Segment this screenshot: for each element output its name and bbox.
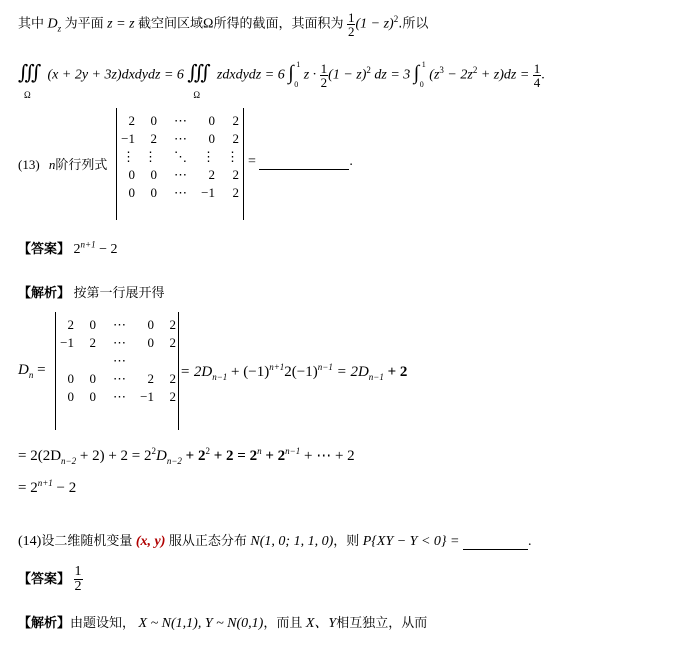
- matrix-cell: 0: [89, 317, 96, 332]
- q13-answer-blank: [259, 155, 349, 170]
- q13-equals: = .: [248, 154, 353, 169]
- matrix-cell: 2: [147, 371, 154, 386]
- line1-D: D: [47, 16, 58, 32]
- matrix-cell: ⋯: [174, 167, 187, 182]
- matrix-row: [121, 166, 239, 184]
- q14-number: (14): [18, 534, 42, 549]
- line1-Dsub: z: [57, 23, 62, 34]
- analysis13-rhs: = $2D_{n-1} + (-1)^{n+1}2(-1)^{n-1} = 2D_{n-1} + 2$: [180, 362, 408, 382]
- integral-c3: dz = 3: [374, 67, 411, 83]
- line1-mid: 为平面: [64, 16, 104, 32]
- matrix-cell: ⋯: [174, 185, 187, 200]
- answer14-fraction: $\frac{1}{2}$: [74, 564, 82, 595]
- matrix-cell: −1: [140, 389, 154, 404]
- matrix-cell: 2: [169, 317, 176, 332]
- q14-text1: 设二维随机变量: [41, 534, 133, 549]
- matrix-cell: ⋮: [122, 149, 135, 164]
- analysis13-text: 按第一行展开得: [73, 286, 165, 301]
- matrix-cell: ⋮: [144, 149, 157, 164]
- matrix-cell: 2: [128, 113, 135, 128]
- matrix-cell: ⋯: [174, 113, 187, 128]
- matrix-cell: 2: [208, 167, 215, 182]
- triple-integral-symbol-2: ∭ Ω: [187, 61, 212, 100]
- analysis14-text2: ，而且: [263, 616, 303, 631]
- answer13-exp: n+1: [80, 239, 96, 250]
- matrix-cell: 0: [89, 389, 96, 404]
- matrix-cell: −1: [60, 335, 74, 350]
- matrix-row: [121, 130, 239, 148]
- integral-c2: (1 − z): [328, 67, 367, 83]
- analysis14: [18, 612, 427, 632]
- q13-label: [18, 154, 107, 173]
- matrix-cell: 0: [147, 335, 154, 350]
- triple-integral-symbol: ∭ Ω: [18, 61, 42, 100]
- matrix-cell: 2: [232, 167, 239, 182]
- line1-expr: (1 − z): [355, 16, 394, 32]
- answer13-label: 【答案】: [18, 242, 71, 257]
- matrix-cell: ⋯: [113, 335, 126, 350]
- analysis14-text1: 由题设知，: [70, 616, 136, 631]
- integral-d3: + z)dz =: [477, 67, 530, 83]
- matrix-cell: ⋱: [174, 149, 187, 164]
- matrix-row: [60, 316, 176, 334]
- matrix-cell: 0: [208, 113, 215, 128]
- matrix-cell: ⋮: [202, 149, 215, 164]
- matrix-row: [121, 184, 239, 202]
- matrix-cell: ⋯: [113, 389, 126, 404]
- matrix-cell: [60, 352, 74, 370]
- matrix-cell: 2: [169, 389, 176, 404]
- matrix-cell: 2: [169, 335, 176, 350]
- matrix-cell: 0: [128, 167, 135, 182]
- matrix-cell: 0: [147, 317, 154, 332]
- integral-sign-2: ∫ 1 0: [413, 59, 426, 89]
- line1-text: 截空间区域: [138, 16, 204, 32]
- q14-dist: N(1, 0; 1, 1, 0): [250, 534, 334, 549]
- analysis14-text3: 相互独立，从而: [336, 616, 428, 631]
- q13-determinant: [116, 108, 244, 220]
- matrix-cell: 2: [169, 371, 176, 386]
- integral-d2: − 2z: [443, 67, 473, 83]
- analysis14-math1: X ~ N(1,1), Y ~ N(0,1): [138, 616, 264, 631]
- matrix-cell: ⋯: [113, 371, 126, 386]
- matrix-cell: 2: [232, 131, 239, 146]
- line1-plane: z = z: [107, 16, 135, 32]
- integral-sign-1: ∫ 1 0: [288, 59, 301, 89]
- matrix-cell: 2: [67, 317, 74, 332]
- analysis13-header: [18, 282, 165, 302]
- q13-text: 阶行列式: [55, 158, 108, 173]
- analysis14-math2: X、Y: [305, 616, 337, 631]
- answer13-tail: − 2: [95, 242, 118, 257]
- matrix-cell: 2: [232, 185, 239, 200]
- q14-prob: P{XY − Y < 0} =: [362, 534, 460, 549]
- matrix-cell: 0: [208, 131, 215, 146]
- matrix-cell: [74, 352, 96, 370]
- q14: (14)设二维随机变量 (x, y) 服从正态分布 N(1, 0; 1, 1, 0)，则 P{XY − Y < 0} = .: [18, 534, 532, 549]
- answer13-base: 2: [73, 242, 81, 257]
- line1-exp: 2: [393, 14, 399, 24]
- matrix-cell: 2: [89, 335, 96, 350]
- answer14-label: 【答案】: [18, 572, 71, 587]
- q14-answer-blank: [463, 535, 528, 550]
- integral-half: $\frac{1}{2}$: [320, 60, 328, 90]
- q13-n: n: [48, 157, 56, 172]
- integral-result: $\frac{1}{4}$: [533, 60, 541, 90]
- matrix-cell: ⋯: [174, 131, 187, 146]
- integral-a: (x + 2y + 3z)dxdydz = 6: [47, 67, 184, 83]
- line1: [18, 4, 429, 39]
- analysis13-line2: = $2(2D_{n-2} + 2) + 2 = 2^2D_{n-2} + 2^2 + 2 = 2^n + 2^{n-1}$ + ⋯ + 2: [18, 446, 355, 466]
- analysis13-Dn: $D_n$ =: [18, 362, 46, 380]
- line1-fraction: $\frac{1}{2}$: [347, 9, 355, 39]
- matrix-cell: ⋯: [113, 317, 126, 332]
- q13-number: (13): [18, 157, 40, 172]
- analysis13-determinant: [55, 312, 179, 430]
- matrix-cell: 0: [128, 185, 135, 200]
- q14-vars: (x, y): [135, 534, 166, 549]
- q14-text2: 服从正态分布: [168, 534, 247, 549]
- line1-tail: .所以: [398, 16, 429, 32]
- integral-line: ∭ Ω (x + 2y + 3z)dxdydz = 6 ∭ Ω zdxdydz = 6 ∫ 1 0 z · $\frac{1}{2}$ $(1 - z)^2$ dz = 3 ∫ 1 0 $(z^3 - 2z^2 + z)dz$ = $\frac{1}{4}$ .: [18, 50, 545, 90]
- matrix-cell: [154, 352, 176, 370]
- matrix-row: [60, 352, 176, 370]
- matrix-cell: 0: [67, 389, 74, 404]
- matrix-row: [60, 388, 176, 406]
- integral-b: zdxdydz = 6: [216, 67, 285, 83]
- matrix-cell: ⋯: [113, 353, 126, 368]
- matrix-row: [60, 370, 176, 388]
- matrix-cell: −1: [201, 185, 215, 200]
- matrix-cell: 0: [150, 185, 157, 200]
- matrix-cell: 0: [67, 371, 74, 386]
- integral-c: z ·: [303, 67, 317, 83]
- line1-omega: Ω: [203, 16, 214, 32]
- matrix-cell: ⋮: [226, 149, 239, 164]
- answer14: [18, 562, 83, 598]
- line1-prefix: 其中: [18, 16, 45, 32]
- matrix-cell: 0: [150, 167, 157, 182]
- matrix-cell: 0: [89, 371, 96, 386]
- q14-text3: ，则: [333, 534, 360, 549]
- matrix-cell: 2: [150, 131, 157, 146]
- line1-text2: 所得的截面，其面积为: [213, 16, 344, 32]
- matrix-row: [121, 148, 239, 166]
- matrix-row: [60, 334, 176, 352]
- analysis13-label: 【解析】: [18, 286, 71, 301]
- matrix-cell: −1: [121, 131, 135, 146]
- matrix-cell: [126, 352, 154, 370]
- analysis14-label: 【解析】: [18, 616, 71, 631]
- matrix-row: [121, 112, 239, 130]
- answer13: [18, 238, 118, 258]
- analysis13-line3: = $2^{n+1} - 2$: [18, 478, 77, 496]
- integral-d: (z: [429, 67, 440, 83]
- matrix-cell: 0: [150, 113, 157, 128]
- matrix-cell: 2: [232, 113, 239, 128]
